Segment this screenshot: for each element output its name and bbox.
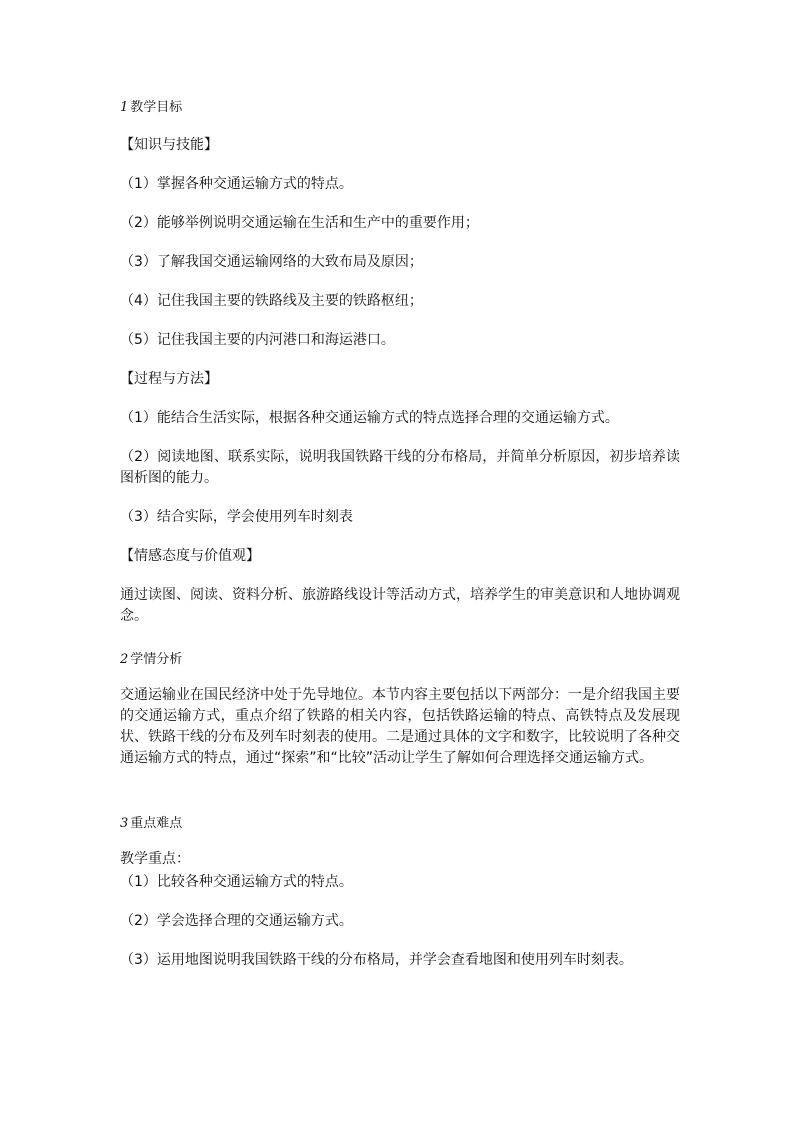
section-1-number: 1	[120, 100, 129, 115]
section-3-item-2: （2）学会选择合理的交通运输方式。	[120, 913, 353, 929]
emotion-text: 通过读图、阅读、资料分析、旅游路线设计等活动方式，培养学生的审美意识和人地协调观念。	[120, 587, 680, 624]
section-1-title: 教学目标	[130, 100, 183, 115]
section-3-heading	[120, 813, 680, 834]
section-3-title: 重点难点	[130, 816, 183, 831]
section-2-title: 学情分析	[130, 652, 183, 667]
section-3-label: 教学重点：	[120, 851, 190, 867]
process-heading: 【过程与方法】	[120, 371, 218, 387]
knowledge-heading: 【知识与技能】	[120, 137, 218, 153]
process-item-3: （3）结合实际，学会使用列车时刻表	[120, 509, 353, 525]
knowledge-item-5: （5）记住我国主要的内河港口和海运港口。	[120, 332, 395, 348]
process-item-1: （1）能结合生活实际，根据各种交通运输方式的特点选择合理的交通运输方式。	[120, 410, 619, 426]
emotion-heading: 【情感态度与价值观】	[120, 548, 260, 564]
knowledge-item-4: （4）记住我国主要的铁路线及主要的铁路枢纽；	[120, 293, 423, 309]
section-2-number: 2	[120, 652, 129, 667]
section-2-text: 交通运输业在国民经济中处于先导地位。本节内容主要包括以下两部分：一是介绍我国主要的交通运输方式，重点介绍了铁路的相关内容，包括铁路运输的特点、高铁特点及发展现状、铁路干线的分布及列车时刻表的使用。二是通过具体的文字和数字，比较说明了各种交通运输方式的特点，通过“探索”和“比较”活动让学生了解如何合理选择交通运输方式。	[120, 687, 680, 766]
knowledge-item-1: （1）掌握各种交通运输方式的特点。	[120, 176, 353, 192]
knowledge-item-2: （2）能够举例说明交通运输在生活和生产中的重要作用；	[120, 215, 479, 231]
section-3-item-1: （1）比较各种交通运输方式的特点。	[120, 874, 353, 890]
knowledge-item-3: （3）了解我国交通运输网络的大致布局及原因；	[120, 254, 423, 270]
process-item-2: （2）阅读地图、联系实际，说明我国铁路干线的分布格局，并简单分析原因，初步培养读图析图的能力。	[120, 449, 680, 486]
section-3-item-3: （3）运用地图说明我国铁路干线的分布格局，并学会查看地图和使用列车时刻表。	[120, 952, 633, 968]
section-3-number: 3	[120, 816, 129, 831]
section-1-heading	[120, 97, 680, 118]
section-2-heading	[120, 649, 680, 670]
